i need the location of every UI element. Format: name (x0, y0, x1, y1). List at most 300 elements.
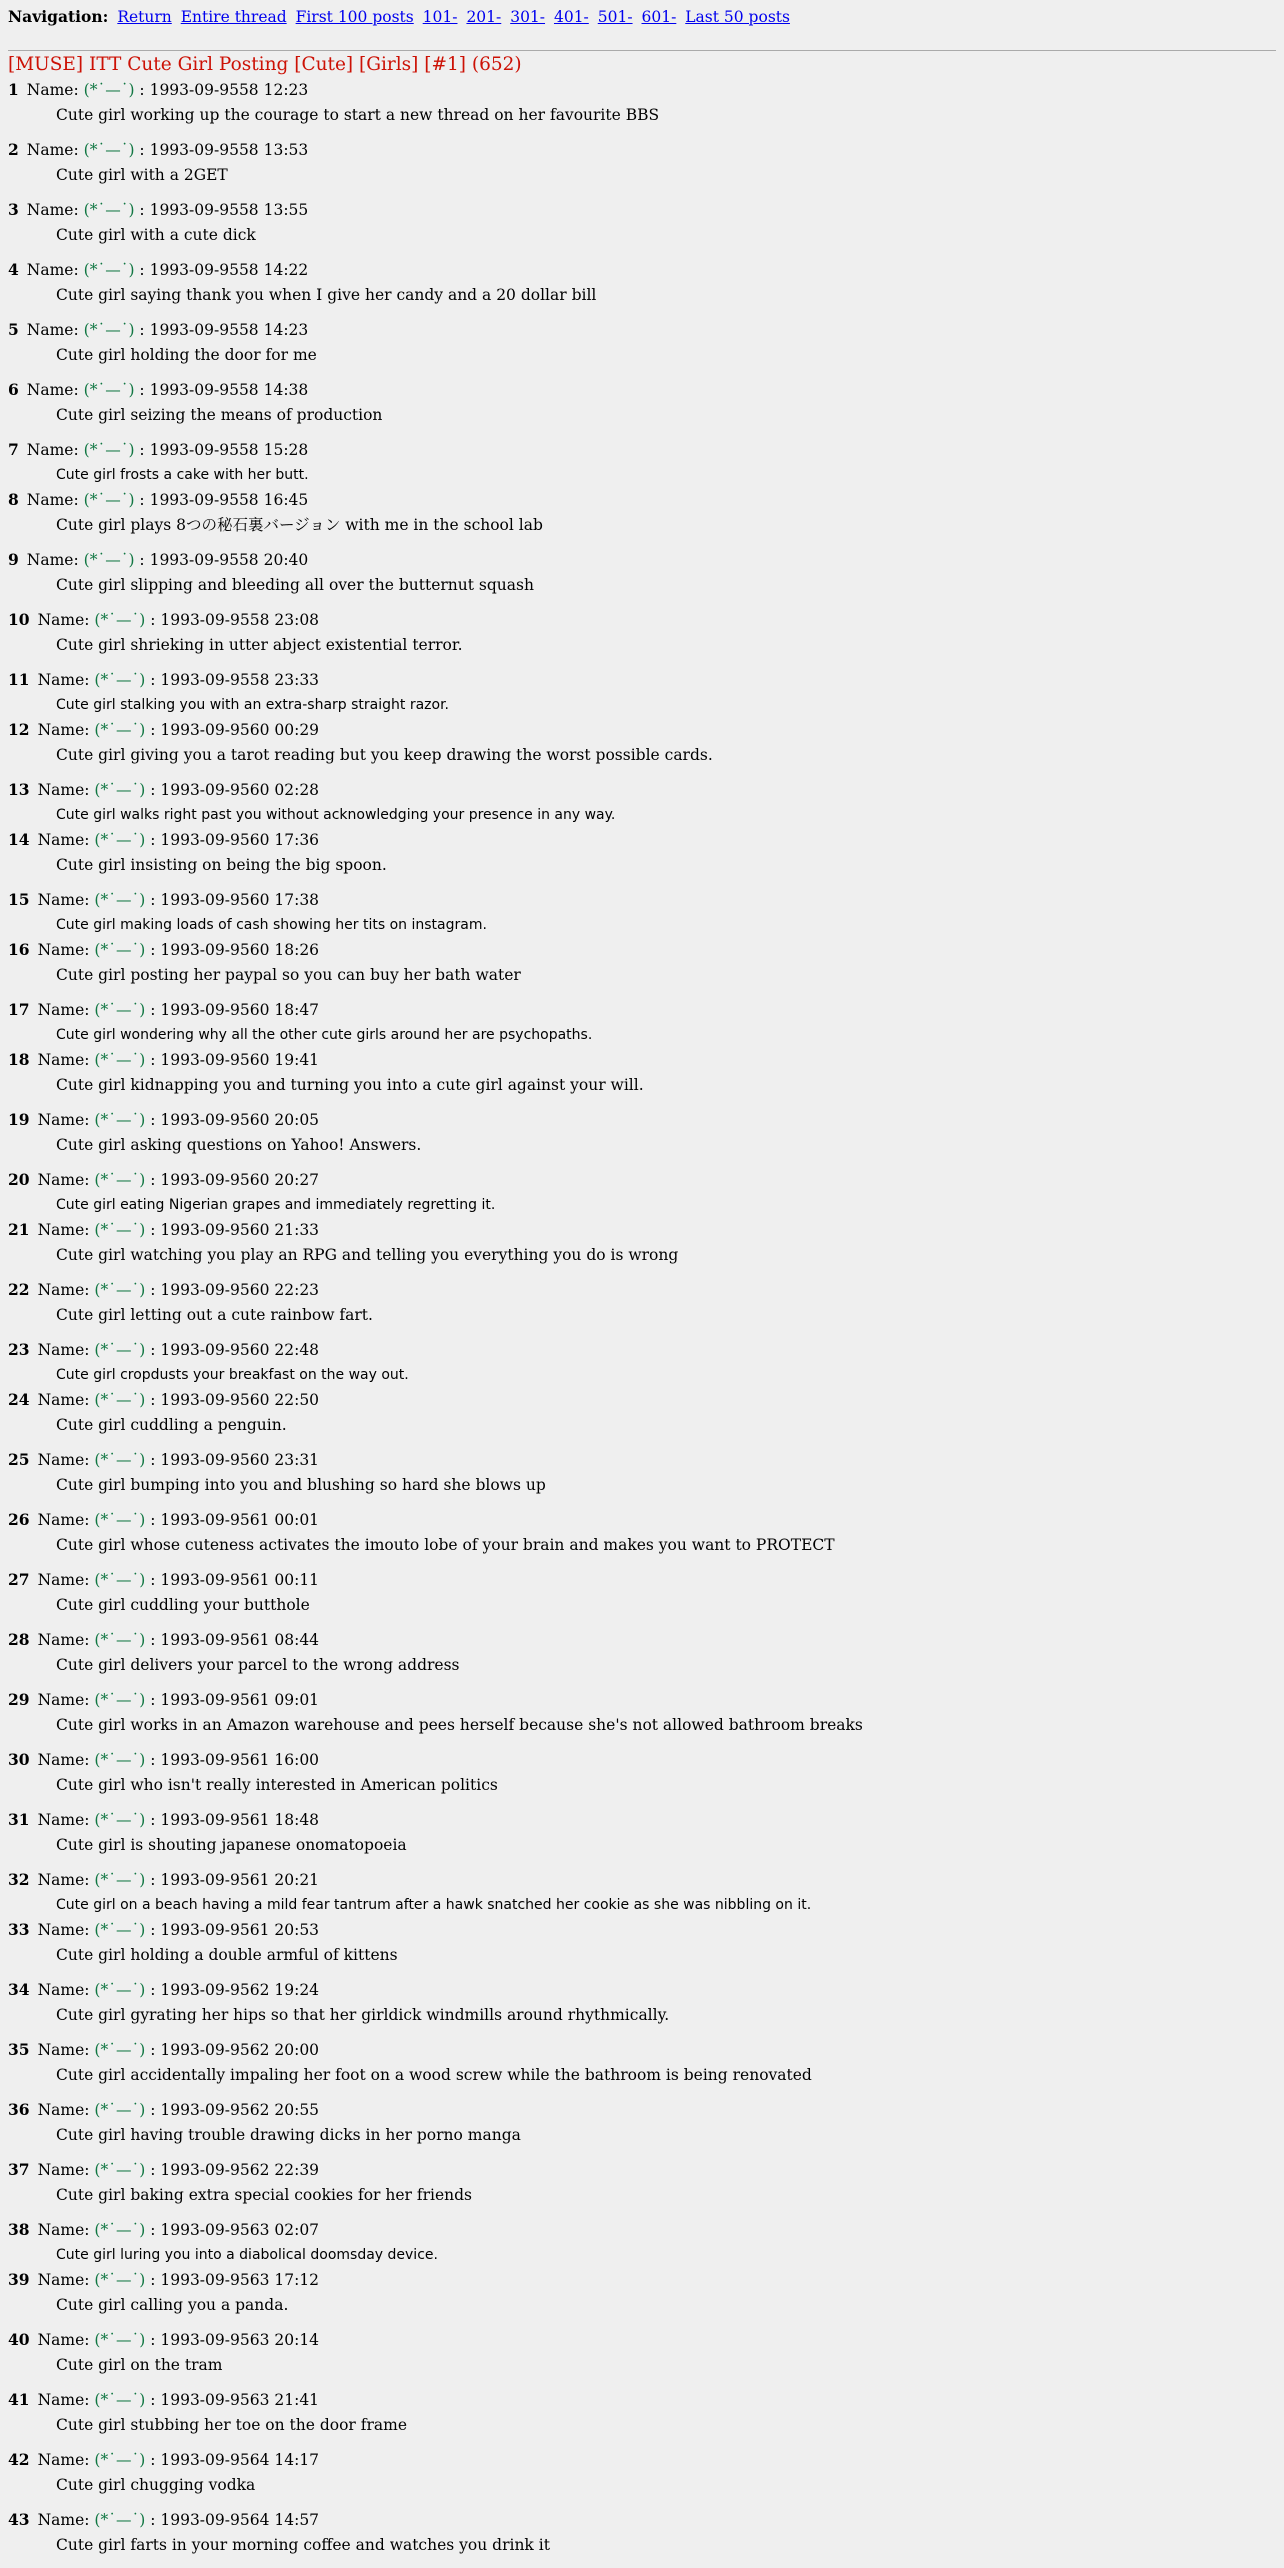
post-number: 10 (8, 610, 30, 629)
post-body: Cute girl shrieking in utter abject existential terror. (56, 636, 463, 654)
post (8, 378, 1276, 438)
post-number: 33 (8, 1920, 30, 1939)
post (8, 2038, 1276, 2098)
date-separator: : (145, 1051, 161, 1069)
post-date: 1993-09-9561 16:00 (160, 1751, 320, 1769)
nav-link-601[interactable]: 601- (641, 8, 677, 26)
post-header (8, 138, 1276, 162)
date-separator: : (145, 2451, 161, 2469)
date-separator: : (134, 201, 150, 219)
thread-title: [MUSE] ITT Cute Girl Posting [Cute] [Girls] [#1] (652) (8, 54, 522, 75)
poster-name: (*˙—˙) (94, 2221, 146, 2239)
post-date: 1993-09-9560 20:27 (160, 1171, 320, 1189)
post (8, 668, 1276, 718)
poster-name: (*˙—˙) (94, 1051, 146, 1069)
date-separator: : (145, 2391, 161, 2409)
name-label: Name: (26, 81, 79, 99)
post-header (8, 438, 1276, 462)
post-date: 1993-09-9561 08:44 (160, 1631, 320, 1649)
name-label: Name: (37, 2221, 90, 2239)
poster-name: (*˙—˙) (94, 671, 146, 689)
date-separator: : (145, 2101, 161, 2119)
poster-name: (*˙—˙) (94, 1451, 146, 1469)
post (8, 1628, 1276, 1688)
post-header (8, 2158, 1276, 2182)
post (8, 258, 1276, 318)
poster-name: (*˙—˙) (83, 441, 135, 459)
post-number: 43 (8, 2510, 30, 2529)
poster-name: (*˙—˙) (94, 2391, 146, 2409)
post-body: Cute girl frosts a cake with her butt. (56, 467, 309, 483)
post-header (8, 828, 1276, 852)
post-date: 1993-09-9558 14:22 (149, 261, 309, 279)
post-body: Cute girl working up the courage to start a new thread on her favourite BBS (56, 106, 660, 124)
post-number: 14 (8, 830, 30, 849)
post-number: 9 (8, 550, 19, 569)
post-number: 23 (8, 1340, 30, 1359)
name-label: Name: (26, 491, 79, 509)
poster-name: (*˙—˙) (94, 1871, 146, 1889)
post-number: 21 (8, 1220, 30, 1239)
post-number: 37 (8, 2160, 30, 2179)
post-date: 1993-09-9560 23:31 (160, 1451, 320, 1469)
name-label: Name: (37, 721, 90, 739)
post (8, 2218, 1276, 2268)
post-number: 30 (8, 1750, 30, 1769)
post (8, 1278, 1276, 1338)
post-header (8, 938, 1276, 962)
post-body: Cute girl bumping into you and blushing so hard she blows up (56, 1476, 546, 1494)
nav-link-entire-thread[interactable]: Entire thread (180, 8, 287, 26)
name-label: Name: (37, 1871, 90, 1889)
post-number: 13 (8, 780, 30, 799)
name-label: Name: (37, 1691, 90, 1709)
date-separator: : (145, 1751, 161, 1769)
poster-name: (*˙—˙) (94, 721, 146, 739)
date-separator: : (145, 1871, 161, 1889)
poster-name: (*˙—˙) (83, 261, 135, 279)
post (8, 1168, 1276, 1218)
name-label: Name: (26, 321, 79, 339)
poster-name: (*˙—˙) (94, 1691, 146, 1709)
date-separator: : (145, 1571, 161, 1589)
post-header (8, 2268, 1276, 2292)
date-separator: : (145, 1691, 161, 1709)
post-date: 1993-09-9561 18:48 (160, 1811, 320, 1829)
post-number: 5 (8, 320, 19, 339)
post-header (8, 1868, 1276, 1892)
date-separator: : (145, 1921, 161, 1939)
poster-name: (*˙—˙) (94, 1001, 146, 1019)
post-body: Cute girl calling you a panda. (56, 2296, 289, 2314)
date-separator: : (145, 1981, 161, 1999)
post-header (8, 1688, 1276, 1712)
date-separator: : (145, 721, 161, 739)
post-number: 12 (8, 720, 30, 739)
post (8, 1808, 1276, 1868)
post-body: Cute girl accidentally impaling her foot on a wood screw while the bathroom is being renovated (56, 2066, 812, 2084)
poster-name: (*˙—˙) (94, 891, 146, 909)
post (8, 1978, 1276, 2038)
date-separator: : (134, 81, 150, 99)
date-separator: : (145, 2511, 161, 2529)
poster-name: (*˙—˙) (94, 2041, 146, 2059)
date-separator: : (145, 941, 161, 959)
date-separator: : (134, 141, 150, 159)
post-number: 19 (8, 1110, 30, 1129)
post-date: 1993-09-9564 14:17 (160, 2451, 320, 2469)
post-header (8, 2448, 1276, 2472)
name-label: Name: (37, 941, 90, 959)
poster-name: (*˙—˙) (94, 941, 146, 959)
post (8, 2448, 1276, 2508)
poster-name: (*˙—˙) (83, 491, 135, 509)
post-header (8, 1218, 1276, 1242)
name-label: Name: (26, 261, 79, 279)
name-label: Name: (26, 201, 79, 219)
post-date: 1993-09-9563 17:12 (160, 2271, 320, 2289)
post-body: Cute girl cuddling your butthole (56, 1596, 310, 1614)
divider (8, 50, 1276, 51)
post-header (8, 198, 1276, 222)
post-date: 1993-09-9560 22:48 (160, 1341, 320, 1359)
post (8, 1218, 1276, 1278)
post-header (8, 888, 1276, 912)
poster-name: (*˙—˙) (83, 141, 135, 159)
post-date: 1993-09-9562 20:55 (160, 2101, 320, 2119)
post-body: Cute girl who isn't really interested in American politics (56, 1776, 498, 1794)
name-label: Name: (37, 1981, 90, 1999)
post-number: 34 (8, 1980, 30, 1999)
post-number: 41 (8, 2390, 30, 2409)
post (8, 1338, 1276, 1388)
post-number: 6 (8, 380, 19, 399)
poster-name: (*˙—˙) (94, 2451, 146, 2469)
post (8, 718, 1276, 778)
post-body: Cute girl chugging vodka (56, 2476, 256, 2494)
post-number: 11 (8, 670, 30, 689)
post-body: Cute girl eating Nigerian grapes and immediately regretting it. (56, 1197, 496, 1213)
date-separator: : (145, 1511, 161, 1529)
post-date: 1993-09-9563 21:41 (160, 2391, 320, 2409)
nav-link-101[interactable]: 101- (422, 8, 458, 26)
post-date: 1993-09-9561 09:01 (160, 1691, 320, 1709)
post (8, 488, 1276, 548)
poster-name: (*˙—˙) (94, 1751, 146, 1769)
post (8, 78, 1276, 138)
post-date: 1993-09-9560 21:33 (160, 1221, 320, 1239)
post-number: 17 (8, 1000, 30, 1019)
post (8, 1568, 1276, 1628)
post-header (8, 1278, 1276, 1302)
name-label: Name: (37, 1111, 90, 1129)
post-date: 1993-09-9561 00:01 (160, 1511, 320, 1529)
name-label: Name: (26, 441, 79, 459)
post-date: 1993-09-9558 14:38 (149, 381, 309, 399)
post-date: 1993-09-9560 22:50 (160, 1391, 320, 1409)
post-body: Cute girl stalking you with an extra-sharp straight razor. (56, 697, 450, 713)
post-header (8, 2098, 1276, 2122)
name-label: Name: (37, 1001, 90, 1019)
post (8, 608, 1276, 668)
post-header (8, 2038, 1276, 2062)
post-number: 42 (8, 2450, 30, 2469)
post-body: Cute girl holding a double armful of kittens (56, 1946, 398, 1964)
name-label: Name: (37, 2391, 90, 2409)
poster-name: (*˙—˙) (94, 1281, 146, 1299)
post-date: 1993-09-9558 12:23 (149, 81, 309, 99)
poster-name: (*˙—˙) (83, 81, 135, 99)
post (8, 138, 1276, 198)
post (8, 2098, 1276, 2158)
post-number: 20 (8, 1170, 30, 1189)
date-separator: : (145, 2161, 161, 2179)
post-body: Cute girl with a cute dick (56, 226, 256, 244)
date-separator: : (145, 611, 161, 629)
poster-name: (*˙—˙) (94, 831, 146, 849)
post-date: 1993-09-9564 14:57 (160, 2511, 320, 2529)
post-body: Cute girl works in an Amazon warehouse and pees herself because she's not allowed bathroom breaks (56, 1716, 863, 1734)
poster-name: (*˙—˙) (94, 1511, 146, 1529)
post-number: 26 (8, 1510, 30, 1529)
post-number: 2 (8, 140, 19, 159)
post-date: 1993-09-9563 02:07 (160, 2221, 320, 2239)
name-label: Name: (37, 1171, 90, 1189)
poster-name: (*˙—˙) (83, 381, 135, 399)
post-body: Cute girl slipping and bleeding all over the butternut squash (56, 576, 534, 594)
nav-link-201[interactable]: 201- (466, 8, 502, 26)
post-body: Cute girl farts in your morning coffee and watches you drink it (56, 2536, 550, 2554)
post-body: Cute girl insisting on being the big spoon. (56, 856, 387, 874)
poster-name: (*˙—˙) (94, 611, 146, 629)
post-number: 27 (8, 1570, 30, 1589)
date-separator: : (134, 491, 150, 509)
post-header (8, 1808, 1276, 1832)
name-label: Name: (37, 2271, 90, 2289)
post-body: Cute girl seizing the means of production (56, 406, 383, 424)
post (8, 1688, 1276, 1748)
name-label: Name: (37, 1341, 90, 1359)
navigation-label: Navigation: (8, 7, 109, 26)
post (8, 2388, 1276, 2448)
date-separator: : (145, 2221, 161, 2239)
post (8, 998, 1276, 1048)
name-label: Name: (37, 1511, 90, 1529)
post-header (8, 998, 1276, 1022)
post-date: 1993-09-9560 18:26 (160, 941, 320, 959)
nav-link-501[interactable]: 501- (597, 8, 633, 26)
date-separator: : (134, 381, 150, 399)
post-number: 22 (8, 1280, 30, 1299)
post-body: Cute girl posting her paypal so you can buy her bath water (56, 966, 521, 984)
name-label: Name: (26, 551, 79, 569)
post-body: Cute girl cropdusts your breakfast on the way out. (56, 1367, 409, 1383)
date-separator: : (145, 1111, 161, 1129)
nav-link-401[interactable]: 401- (553, 8, 589, 26)
date-separator: : (145, 1811, 161, 1829)
post-number: 40 (8, 2330, 30, 2349)
post-body: Cute girl baking extra special cookies for her friends (56, 2186, 473, 2204)
post-header (8, 1168, 1276, 1192)
post-number: 39 (8, 2270, 30, 2289)
poster-name: (*˙—˙) (94, 1811, 146, 1829)
date-separator: : (145, 1631, 161, 1649)
post-date: 1993-09-9562 22:39 (160, 2161, 320, 2179)
date-separator: : (145, 1391, 161, 1409)
post-body: Cute girl on a beach having a mild fear tantrum after a hawk snatched her cookie as she was nibbling on it. (56, 1897, 812, 1913)
name-label: Name: (37, 781, 90, 799)
date-separator: : (145, 891, 161, 909)
post-date: 1993-09-9560 00:29 (160, 721, 320, 739)
post-body: Cute girl asking questions on Yahoo! Answers. (56, 1136, 422, 1154)
post-number: 24 (8, 1390, 30, 1409)
nav-link-first-100-posts[interactable]: First 100 posts (295, 8, 414, 26)
poster-name: (*˙—˙) (83, 551, 135, 569)
name-label: Name: (37, 2161, 90, 2179)
post-date: 1993-09-9560 22:23 (160, 1281, 320, 1299)
post (8, 1918, 1276, 1978)
post-date: 1993-09-9563 20:14 (160, 2331, 320, 2349)
post-number: 25 (8, 1450, 30, 1469)
post-body: Cute girl giving you a tarot reading but you keep drawing the worst possible cards. (56, 746, 713, 764)
post (8, 1388, 1276, 1448)
post (8, 938, 1276, 998)
post-header (8, 1568, 1276, 1592)
post-body: Cute girl on the tram (56, 2356, 223, 2374)
post-header (8, 1108, 1276, 1132)
date-separator: : (145, 1001, 161, 1019)
date-separator: : (145, 781, 161, 799)
post-number: 31 (8, 1810, 30, 1829)
post-number: 29 (8, 1690, 30, 1709)
date-separator: : (134, 551, 150, 569)
post-header (8, 258, 1276, 282)
name-label: Name: (37, 1281, 90, 1299)
post-body: Cute girl making loads of cash showing her tits on instagram. (56, 917, 487, 933)
post-header (8, 2388, 1276, 2412)
date-separator: : (145, 1341, 161, 1359)
post (8, 1108, 1276, 1168)
post-body: Cute girl kidnapping you and turning you into a cute girl against your will. (56, 1076, 644, 1094)
post (8, 1448, 1276, 1508)
post-body: Cute girl luring you into a diabolical doomsday device. (56, 2247, 438, 2263)
navigation-bar (8, 6, 1276, 28)
post-number: 32 (8, 1870, 30, 1889)
post (8, 548, 1276, 608)
name-label: Name: (37, 831, 90, 849)
post-date: 1993-09-9558 13:53 (149, 141, 309, 159)
name-label: Name: (37, 2101, 90, 2119)
post-body: Cute girl whose cuteness activates the imouto lobe of your brain and makes you want to PROTECT (56, 1536, 835, 1554)
poster-name: (*˙—˙) (94, 2161, 146, 2179)
post-header (8, 2218, 1276, 2242)
post-header (8, 1978, 1276, 2002)
post-number: 1 (8, 80, 19, 99)
date-separator: : (145, 1281, 161, 1299)
post (8, 198, 1276, 258)
post-date: 1993-09-9560 20:05 (160, 1111, 320, 1129)
post-date: 1993-09-9561 20:21 (160, 1871, 320, 1889)
post-body: Cute girl saying thank you when I give her candy and a 20 dollar bill (56, 286, 597, 304)
post-header (8, 778, 1276, 802)
name-label: Name: (37, 1051, 90, 1069)
post-body: Cute girl stubbing her toe on the door frame (56, 2416, 408, 2434)
nav-link-return[interactable]: Return (117, 8, 172, 26)
post-date: 1993-09-9558 14:23 (149, 321, 309, 339)
date-separator: : (145, 671, 161, 689)
post (8, 888, 1276, 938)
post-date: 1993-09-9558 16:45 (149, 491, 309, 509)
date-separator: : (145, 1451, 161, 1469)
post-body: Cute girl walks right past you without acknowledging your presence in any way. (56, 807, 616, 823)
post-date: 1993-09-9561 00:11 (160, 1571, 320, 1589)
post-date: 1993-09-9558 23:08 (160, 611, 320, 629)
post-body: Cute girl holding the door for me (56, 346, 317, 364)
post-date: 1993-09-9560 18:47 (160, 1001, 320, 1019)
poster-name: (*˙—˙) (94, 2101, 146, 2119)
post (8, 1868, 1276, 1918)
post-date: 1993-09-9558 15:28 (149, 441, 309, 459)
poster-name: (*˙—˙) (94, 2331, 146, 2349)
post-number: 38 (8, 2220, 30, 2239)
nav-link-301[interactable]: 301- (510, 8, 546, 26)
post-number: 35 (8, 2040, 30, 2059)
date-separator: : (145, 1221, 161, 1239)
name-label: Name: (37, 2451, 90, 2469)
post-date: 1993-09-9560 17:38 (160, 891, 320, 909)
name-label: Name: (37, 671, 90, 689)
post-body: Cute girl plays 8つの秘石裏バージョン with me in the school lab (56, 516, 543, 534)
post-header (8, 378, 1276, 402)
post (8, 1048, 1276, 1108)
post-body: Cute girl cuddling a penguin. (56, 1416, 287, 1434)
post-number: 3 (8, 200, 19, 219)
post-header (8, 718, 1276, 742)
post-header (8, 1748, 1276, 1772)
nav-link-last-50-posts[interactable]: Last 50 posts (685, 8, 790, 26)
date-separator: : (145, 831, 161, 849)
post (8, 2268, 1276, 2328)
date-separator: : (145, 1171, 161, 1189)
post-header (8, 488, 1276, 512)
poster-name: (*˙—˙) (94, 1171, 146, 1189)
poster-name: (*˙—˙) (94, 1571, 146, 1589)
post-number: 7 (8, 440, 19, 459)
post-header (8, 1918, 1276, 1942)
name-label: Name: (37, 1571, 90, 1589)
name-label: Name: (37, 1631, 90, 1649)
date-separator: : (134, 261, 150, 279)
post (8, 1508, 1276, 1568)
poster-name: (*˙—˙) (94, 1631, 146, 1649)
name-label: Name: (37, 1221, 90, 1239)
poster-name: (*˙—˙) (94, 1221, 146, 1239)
post (8, 438, 1276, 488)
post-header (8, 1048, 1276, 1072)
name-label: Name: (37, 611, 90, 629)
date-separator: : (134, 441, 150, 459)
poster-name: (*˙—˙) (94, 2271, 146, 2289)
post-date: 1993-09-9560 02:28 (160, 781, 320, 799)
post-number: 4 (8, 260, 19, 279)
post-header (8, 318, 1276, 342)
post (8, 2508, 1276, 2568)
date-separator: : (145, 2041, 161, 2059)
name-label: Name: (37, 1921, 90, 1939)
post-header (8, 2508, 1276, 2532)
post-body: Cute girl letting out a cute rainbow fart. (56, 1306, 373, 1324)
post (8, 2328, 1276, 2388)
